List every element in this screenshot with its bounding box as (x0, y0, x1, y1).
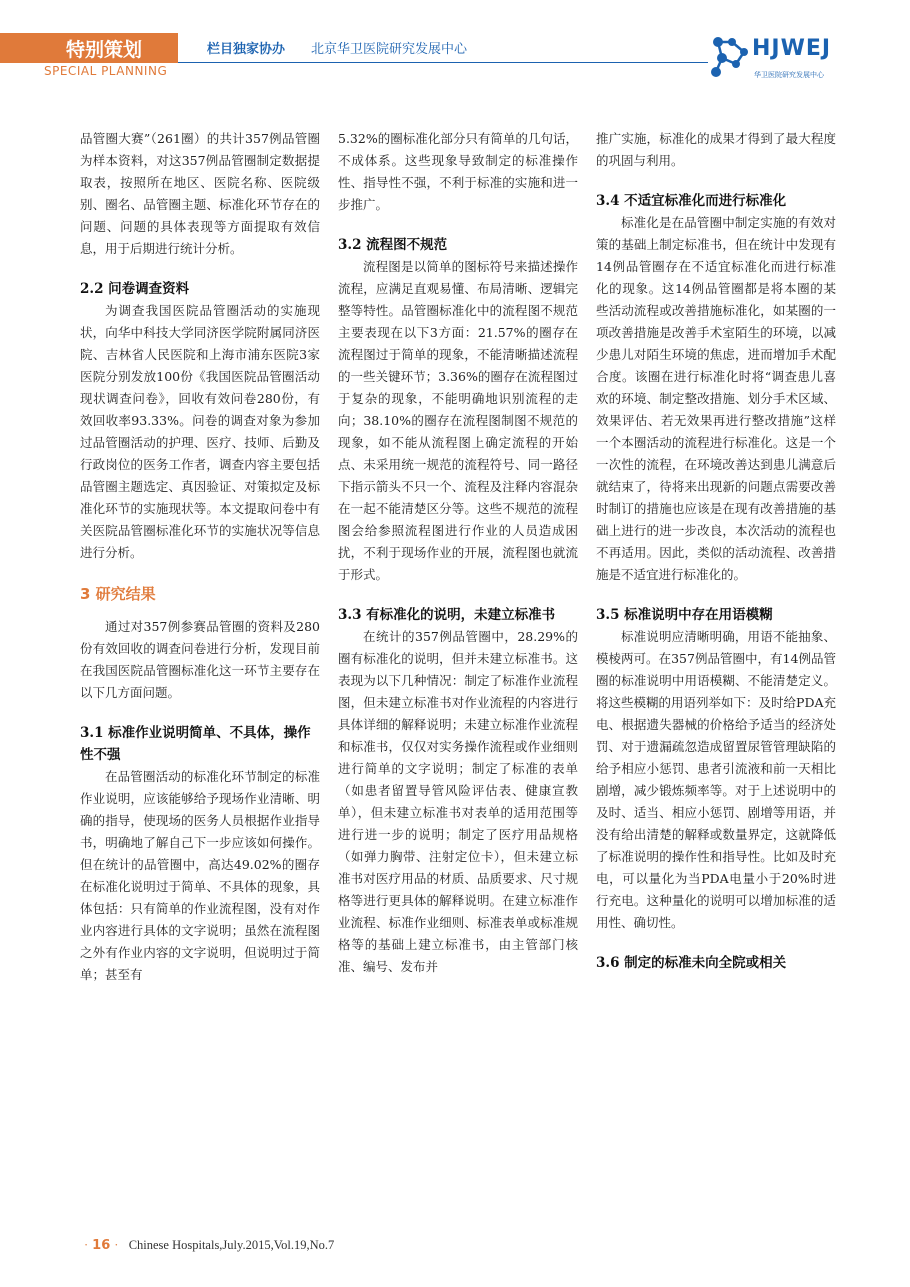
molecule-icon (708, 32, 754, 82)
section-banner (0, 33, 178, 63)
heading-3-6: 3.6 制定的标准未向全院或相关 (596, 955, 787, 971)
journal-citation: Chinese Hospitals,July.2015,Vol.19,No.7 (128, 1238, 335, 1252)
section-title: 特别策划 (66, 39, 143, 61)
column-tag: 栏目独家协办 (207, 42, 286, 57)
paragraph: 在统计的357例品管圈中，28.29%的圈有标准化的说明，但并未建立标准书。这表现为以下几种情况：制定了标准作业流程图，但未建立标准书对作业流程的内容进行具体详细的解释说明；未建立标准作业流程和标准书，仅仅对实务操作流程或作业细则进行简单的文字说明；制定了标准的表单（如患者留置导管风险评估表、健康宣教单），但未建立标准书对表单的适用范围等进行进一步的说明；制定了医疗用品规格（如弹力胸带、注射定位卡），但未建立标准书对医疗用品的材质、品质要求、尺寸规格等进行更具体的解释说明。在建立标准作业流程、标准作业细则、标准表单或标准规格等的基础上建立标准书，由主管部门核准、编号、发布并 (338, 629, 578, 974)
heading-2-2: 2.2 问卷调查资料 (80, 281, 190, 297)
paragraph: 在品管圈活动的标准化环节制定的标准作业说明，应该能够给予现场作业清晰、明确的指导，使现场的医务人员根据作业指导书，明确地了解自己下一步应该如何操作。但在统计的品管圈中，高达49.02%的圈存在标准化说明过于简单、不具体的现象，具体包括：只有简单的作业流程图，没有对作业内容进行具体的文字说明；虽然在流程图之外有作业内容的文字说明，但说明过于简单；甚至有 (80, 769, 320, 982)
paragraph: 推广实施，标准化的成果才得到了最大程度的巩固与利用。 (596, 131, 836, 168)
section-title-en: SPECIAL PLANNING (44, 64, 168, 78)
paragraph: 5.32%的圈标准化部分只有简单的几句话，不成体系。这些现象导致制定的标准操作性、指导性不强，不利于标准的实施和进一步推广。 (338, 131, 578, 212)
huawei-logo (708, 30, 848, 86)
column-3 (596, 128, 836, 974)
page-footer (80, 1238, 334, 1253)
paragraph: 流程图是以简单的图标符号来描述操作流程，应满足直观易懂、布局清晰、逻辑完整等特性。品管圈标准化中的流程图不规范主要表现在以下3方面：21.57%的圈存在流程图过于简单的现象，不能清晰描述流程的一些关键环节；3.36%的圈存在流程图过于复杂的现象，不能明确地识别流程的走向；38.10%的圈存在流程图制图不规范的现象，如不能从流程图上确定流程的开始点、未采用统一规范的流程符号、同一路径下指示箭头不只一个、流程及注释内容混杂在一起不能清楚区分等。这些不规范的流程图会给参照流程图进行作业的人员造成困扰，不利于现场作业的开展，流程图也就流于形式。 (338, 259, 578, 582)
column-1 (80, 128, 320, 986)
heading-3-1: 3.1 标准作业说明简单、不具体，操作性不强 (80, 725, 311, 763)
bullet-icon: · (114, 1238, 119, 1252)
heading-3: 3 研究结果 (80, 585, 156, 603)
heading-3-5: 3.5 标准说明中存在用语模糊 (596, 607, 773, 623)
paragraph: 标准说明应清晰明确，用语不能抽象、模棱两可。在357例品管圈中，有14例品管圈的标准说明中用语模糊、不能清楚定义。将这些模糊的用语列举如下：及时给PDA充电、根据遗失器械的价格给予适当的经济处罚、对于遗漏疏忽造成留置尿管管理缺陷的给予相应小惩罚、患者引流液和前一天相比剧增，减少锻炼频率等。对于上述说明中的及时、适当、相应小惩罚、剧增等用语，并没有给出清楚的解释或数量界定，这就降低了标准说明的操作性和指导性。比如及时充电，可以量化为当PDA电量小于20%时进行充电。这种量化的说明可以增加标准的适用性、确切性。 (596, 629, 836, 930)
header-divider (178, 62, 708, 63)
page-header (0, 0, 910, 92)
paragraph: 品管圈大赛”（261圈）的共计357例品管圈为样本资料，对这357例品管圈制定数据提取表，按照所在地区、医院名称、医院级别、圈名、品管圈主题、标准化环节存在的问题、问题的具体表现等方面提取有效信息，用于后期进行统计分析。 (80, 131, 320, 256)
heading-3-3: 3.3 有标准化的说明，未建立标准书 (338, 607, 556, 623)
paragraph: 为调查我国医院品管圈活动的实施现状，向华中科技大学同济医学院附属同济医院、吉林省人民医院和上海市浦东医院3家医院分别发放100份《我国医院品管圈活动现状调查问卷》，回收有效问卷280份，有效回收率93.33%。问卷的调查对象为参加过品管圈活动的护理、医疗、技师、后勤及行政岗位的医务工作者，调查内容主要包括品管圈主题选定、真因验证、对策拟定及标准化环节的实施现状等。本文提取问卷中有关医院品管圈标准化环节的实施状况等信息进行分析。 (80, 303, 320, 560)
heading-3-4: 3.4 不适宜标准化而进行标准化 (596, 193, 787, 209)
page-number: 16 (92, 1238, 111, 1253)
logo-subtitle: 华卫医院研究发展中心 (754, 71, 824, 79)
heading-3-2: 3.2 流程图不规范 (338, 237, 448, 253)
organization-name: 北京华卫医院研究发展中心 (311, 42, 468, 57)
logo-text: HJWEJ (752, 36, 832, 61)
column-2 (338, 128, 578, 978)
bullet-icon: · (84, 1238, 89, 1252)
paragraph: 标准化是在品管圈中制定实施的有效对策的基础上制定标准书，但在统计中发现有14例品管圈存在不适宜标准化而进行标准化的现象。这14例品管圈都是将本圈的某些活动流程或改善措施标准化，如某圈的一项改善措施是改善手术室陌生的环境，以减少患儿对陌生环境的焦虑，进而增加手术配合度。该圈在进行标准化时将“调查患儿喜欢的环境、制定整改措施、划分手术区域、效果评估、若无效果再进行整改措施”这样一个本圈活动的流程进行标准化。这是一个一次性的流程，在环境改善达到患儿满意后就结束了，待将来出现新的问题点需要改善时制订的措施也应该是在现有改善措施的基础上进行的进一步改良，本次活动的流程也不再适用。因此，类似的活动流程、改善措施是不适宜进行标准化的。 (596, 215, 836, 582)
paragraph: 通过对357例参赛品管圈的资料及280份有效回收的调查问卷进行分析，发现目前在我国医院品管圈标准化这一环节主要存在以下几方面问题。 (80, 619, 320, 700)
